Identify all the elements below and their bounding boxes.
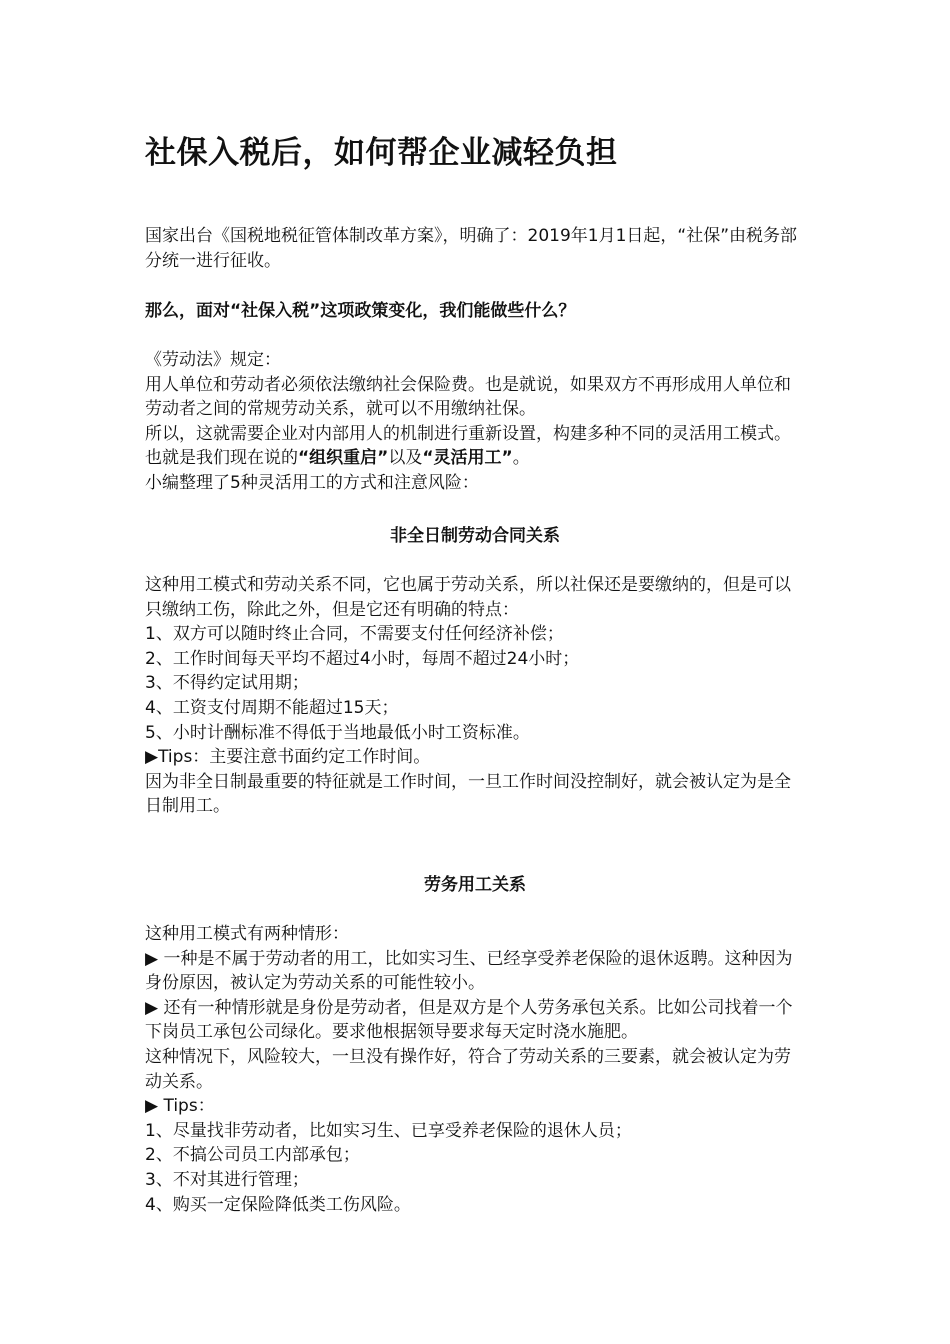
section-2-item: 1、尽量找非劳动者，比如实习生、已享受养老保险的退休人员； <box>145 1120 632 1141</box>
section-2-intro: 这种用工模式有两种情形： <box>145 924 349 944</box>
intro-text: 国家出台《国税地税征管体制改革方案》，明确了：2019年1月1日起，“社保”由税务部分统一进行征收。 <box>145 226 798 271</box>
section-1-item: 4、工资支付周期不能超过15天； <box>145 697 399 718</box>
intro-paragraph <box>145 224 805 273</box>
section-1-item: 5、小时计酬标准不得低于当地最低小时工资标准。 <box>145 722 530 743</box>
section-2-body <box>145 922 805 1217</box>
term-flexible-employment: “灵活用工” <box>422 448 513 469</box>
section-2-item: 3、不对其进行管理； <box>145 1169 309 1190</box>
section-1-body <box>145 573 805 819</box>
labor-law-paragraph-3: 小编整理了5种灵活用工的方式和注意风险： <box>145 472 479 493</box>
labor-law-block <box>145 348 805 496</box>
section-1-item: 1、双方可以随时终止合同，不需要支付任何经济补偿； <box>145 624 564 645</box>
section-2-case-2: ▶ 还有一种情形就是身份是劳动者，但是双方是个人劳务承包关系。比如公司找着一个下岗员工承包公司绿化。要求他根据领导要求每天定时浇水施肥。 <box>145 997 793 1043</box>
labor-law-heading: 《劳动法》规定： <box>145 350 281 370</box>
section-1-heading: 非全日制劳动合同关系 <box>390 526 560 546</box>
question-text: 那么，面对“社保入税”这项政策变化，我们能做些什么？ <box>145 301 576 321</box>
section-1-item: 2、工作时间每天平均不超过4小时，每周不超过24小时； <box>145 648 580 669</box>
term-organization-restart: “组织重启” <box>298 448 389 469</box>
section-1-item: 3、不得约定试用期； <box>145 673 309 694</box>
labor-law-paragraph-1: 用人单位和劳动者必须依法缴纳社会保险费。也是就说，如果双方不再形成用人单位和劳动者之间的常规劳动关系，就可以不用缴纳社保。 <box>145 374 791 420</box>
section-2-heading: 劳务用工关系 <box>424 875 526 895</box>
document-title: 社保入税后，如何帮企业减轻负担 <box>145 135 618 171</box>
labor-law-paragraph-2: 所以，这就需要企业对内部用人的机制进行重新设置，构建多种不同的灵活用工模式。也就是我们现在说的“组织重启”以及“灵活用工”。 <box>145 423 791 469</box>
section-2-item: 4、购买一定保险降低类工伤风险。 <box>145 1194 411 1215</box>
section-2-item: 2、不搞公司员工内部承包； <box>145 1145 360 1166</box>
section-1-tips: ▶Tips：主要注意书面约定工作时间。 <box>145 747 431 768</box>
section-1-note: 因为非全日制最重要的特征就是工作时间，一旦工作时间没控制好，就会被认定为是全日制用工。 <box>145 771 791 817</box>
section-1-intro: 这种用工模式和劳动关系不同，它也属于劳动关系，所以社保还是要缴纳的，但是可以只缴纳工伤，除此之外，但是它还有明确的特点： <box>145 575 791 620</box>
section-2-case-1: ▶ 一种是不属于劳动者的用工，比如实习生、已经享受养老保险的退休返聘。这种因为身份原因，被认定为劳动关系的可能性较小。 <box>145 948 793 994</box>
section-2-tips: ▶ Tips： <box>145 1096 215 1117</box>
question-paragraph <box>145 299 805 324</box>
section-2-risk: 这种情况下，风险较大，一旦没有操作好，符合了劳动关系的三要素，就会被认定为劳动关系。 <box>145 1046 791 1092</box>
